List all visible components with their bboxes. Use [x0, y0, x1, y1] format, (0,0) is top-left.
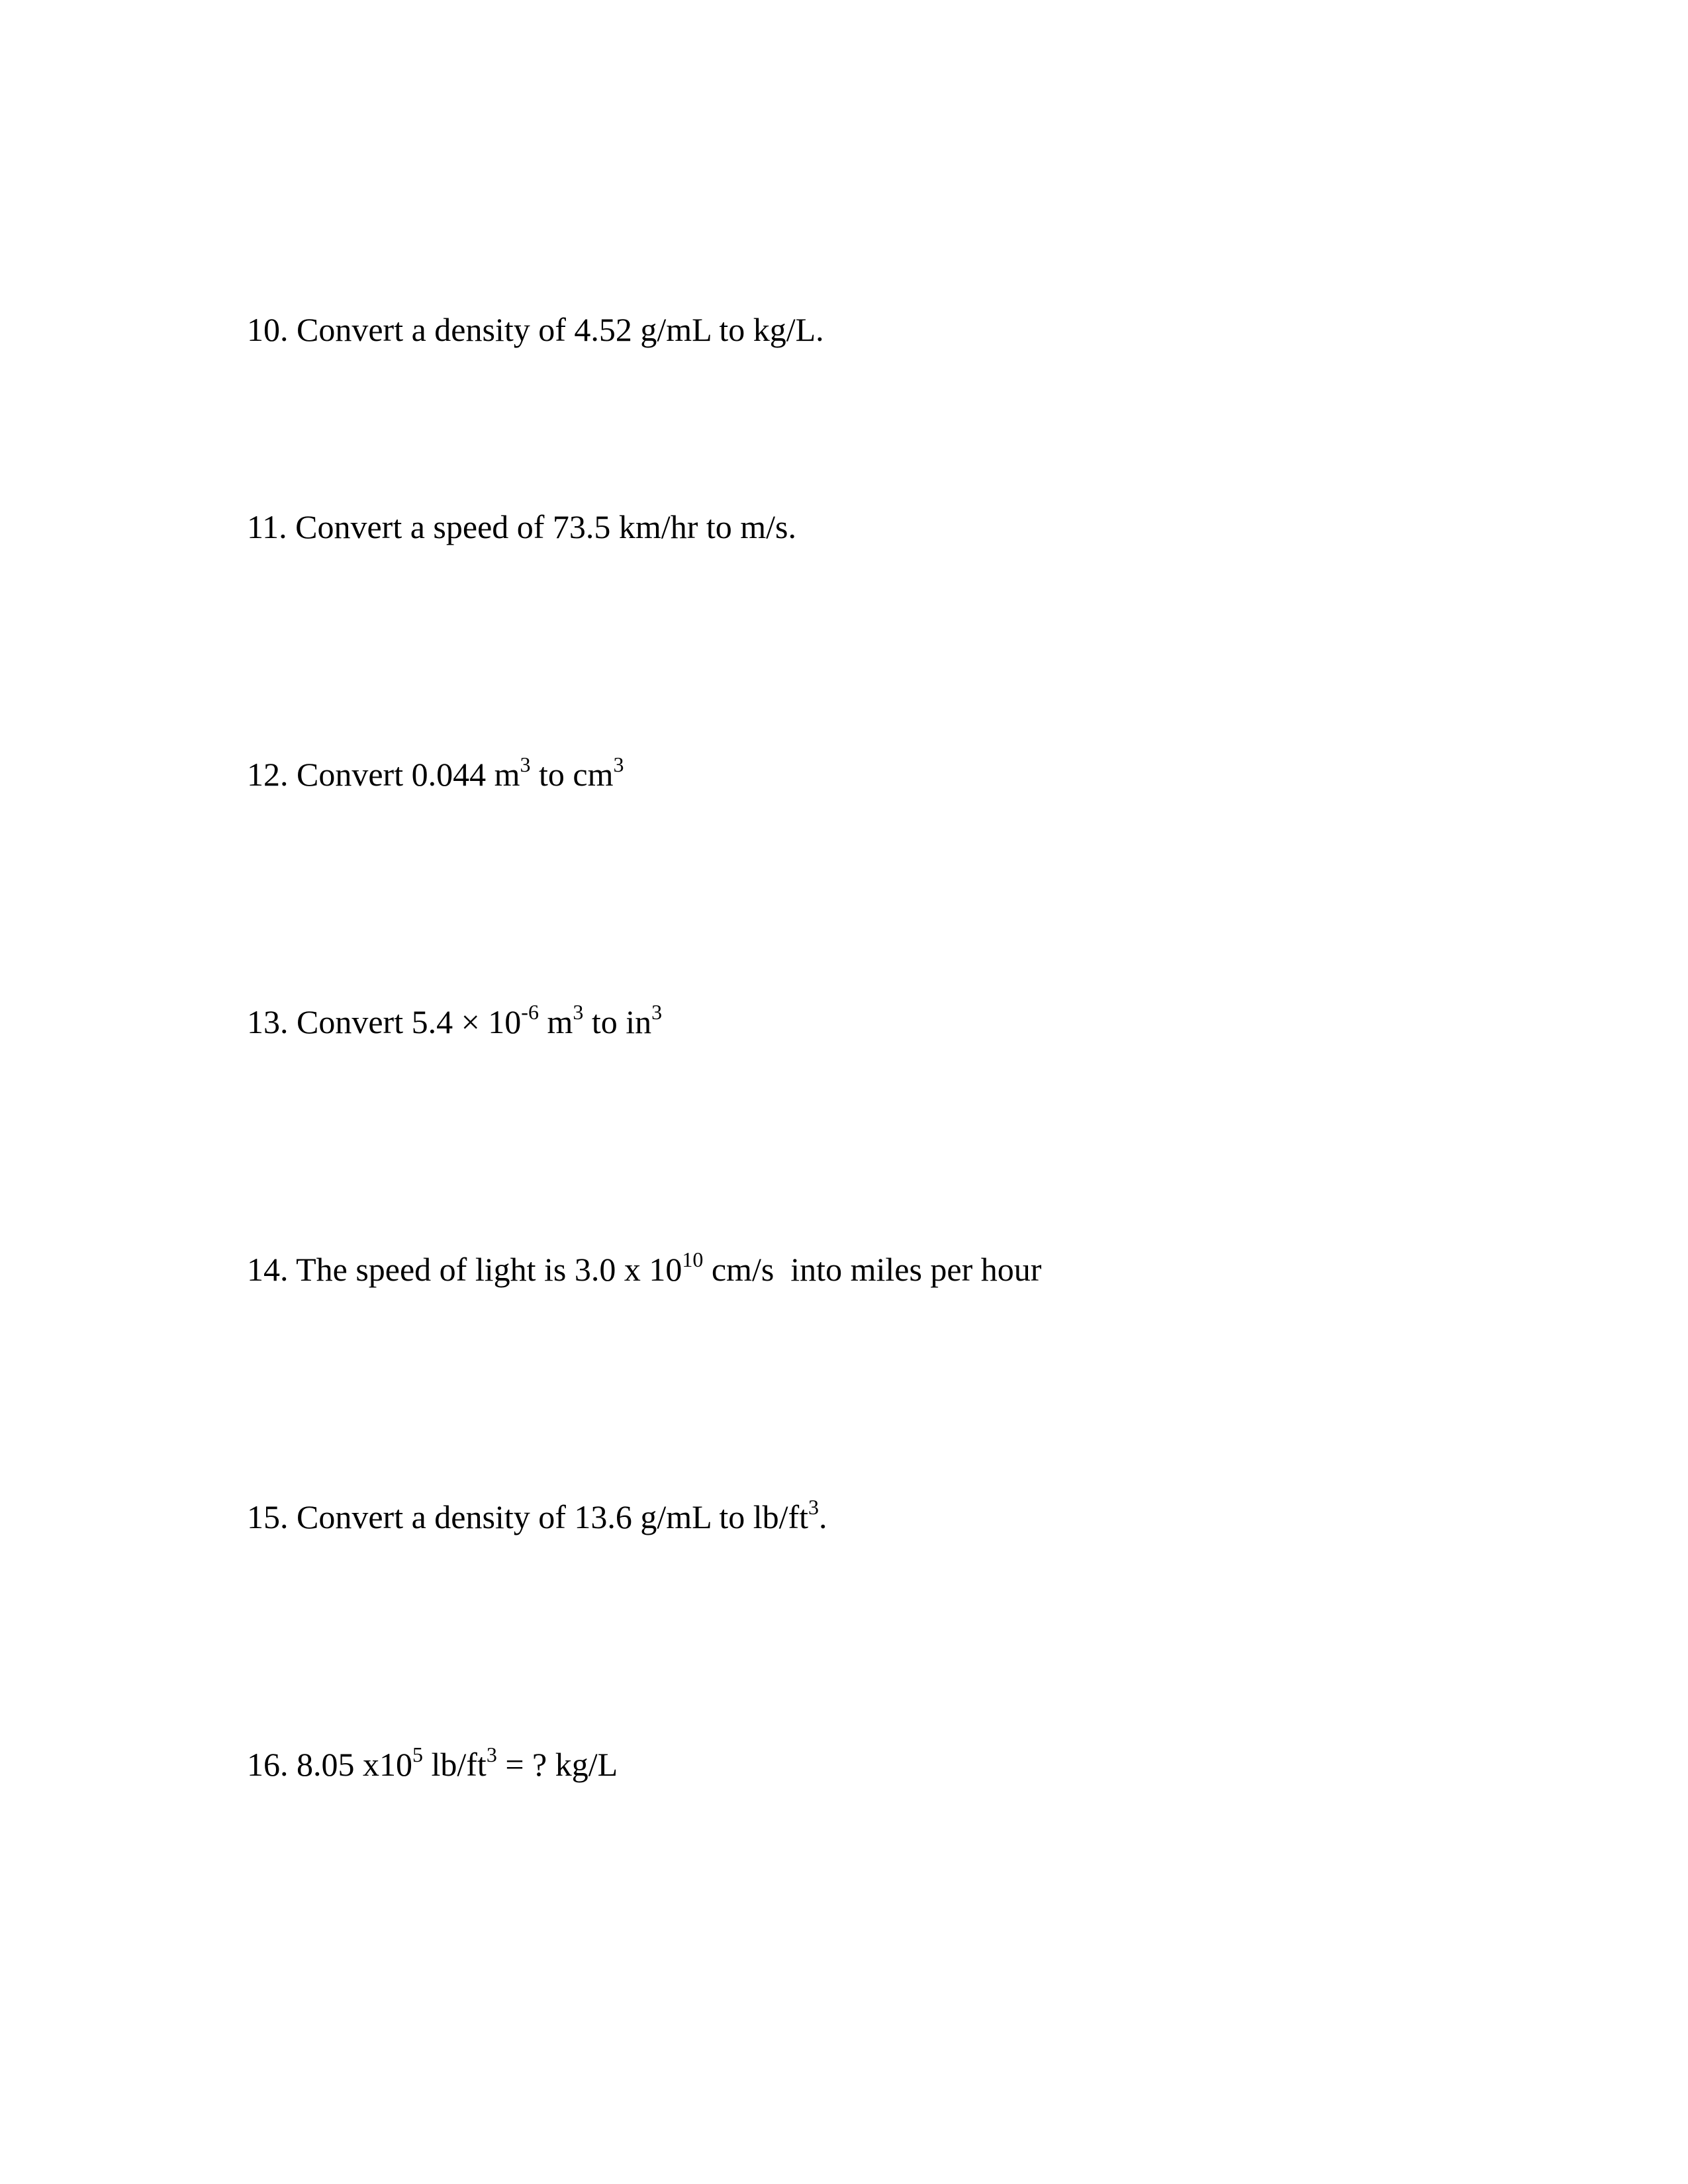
- question-13-text-a: 13. Convert 5.4 × 10: [247, 1003, 522, 1040]
- question-13-exponent-3: 3: [651, 1000, 663, 1024]
- question-13-exponent-2: 3: [573, 1000, 584, 1024]
- question-12: [247, 754, 624, 794]
- question-12-text-b: to cm: [530, 756, 614, 793]
- question-16-text-a: 16. 8.05 x10: [247, 1746, 412, 1783]
- question-15: [247, 1497, 827, 1537]
- question-13-exponent-1: -6: [521, 1000, 539, 1024]
- question-12-exponent-1: 3: [520, 752, 531, 777]
- question-11-text: 11. Convert a speed of 73.5 km/hr to m/s.: [247, 508, 796, 545]
- question-15-text-a: 15. Convert a density of 13.6 g/mL to lb/ft: [247, 1498, 809, 1535]
- question-16-exponent-1: 5: [412, 1743, 423, 1767]
- question-15-exponent-1: 3: [808, 1495, 820, 1520]
- question-16-text-b: lb/ft: [423, 1746, 487, 1783]
- question-10: [247, 310, 824, 349]
- question-15-text-b: .: [819, 1498, 827, 1535]
- question-13-text-c: to in: [583, 1003, 652, 1040]
- question-13: [247, 1002, 662, 1042]
- question-14-text-a: 14. The speed of light is 3.0 x 10: [247, 1251, 682, 1288]
- question-16-exponent-2: 3: [486, 1743, 497, 1767]
- question-11: [247, 507, 796, 547]
- question-12-exponent-2: 3: [613, 752, 624, 777]
- question-12-text-a: 12. Convert 0.044 m: [247, 756, 520, 793]
- question-16: [247, 1745, 618, 1784]
- question-13-text-b: m: [538, 1003, 573, 1040]
- question-14: [247, 1250, 1041, 1289]
- question-10-text: 10. Convert a density of 4.52 g/mL to kg/L.: [247, 311, 824, 348]
- question-16-text-c: = ? kg/L: [496, 1746, 618, 1783]
- question-14-exponent-1: 10: [682, 1248, 704, 1272]
- question-14-text-b: cm/s into miles per hour: [703, 1251, 1042, 1288]
